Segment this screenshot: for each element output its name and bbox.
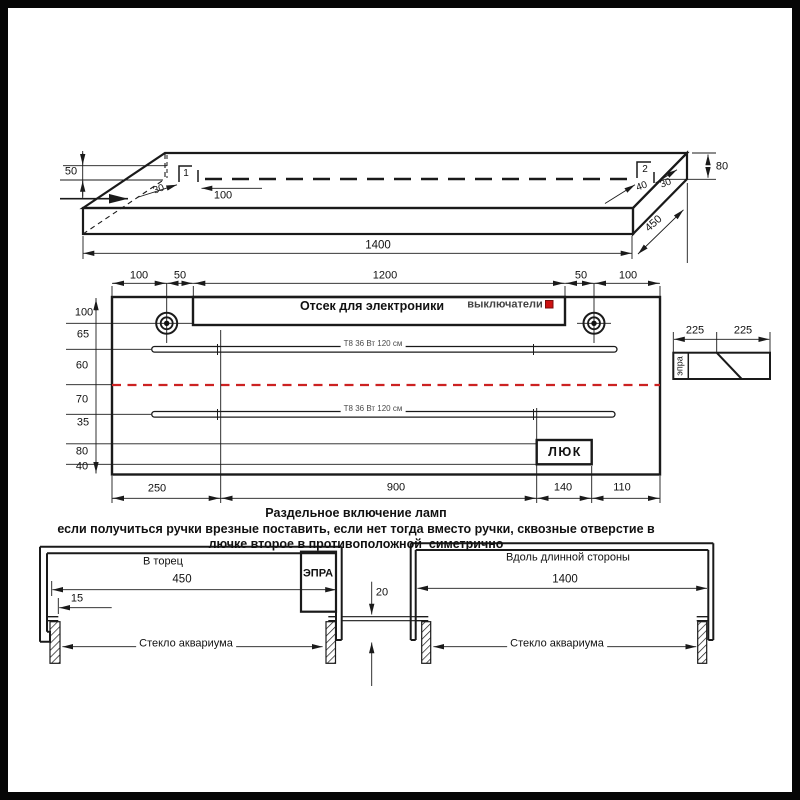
iso-top-face <box>83 153 687 208</box>
epra-label: ЭПРА <box>302 567 334 580</box>
note-line-1: Раздельное включение ламп <box>265 505 447 520</box>
iso-slot1-label: 1 <box>183 168 189 179</box>
iso-dim-1400 <box>83 236 632 259</box>
plan-top-dim-3: 1200 <box>372 269 398 282</box>
plan-bottom-dim-2: 900 <box>386 481 406 494</box>
plan-bottom-dim-3: 140 <box>553 481 573 494</box>
lamp-1-label: Т8 36 Вт 120 см <box>341 340 406 348</box>
hatch-label: ЛЮК <box>548 444 582 459</box>
glass-section-right-a <box>422 622 431 664</box>
section-long-dim-1400-label: 1400 <box>552 573 578 586</box>
iso-slot2-label: 2 <box>642 164 648 175</box>
section-end-dim-15-label: 15 <box>70 592 84 605</box>
section-end-dim-450 <box>52 581 336 596</box>
section-end-dim-15 <box>58 598 111 614</box>
note-line-2: если получиться ручки врезные поставить, если нет тогда вместо ручки, сквозные отверстие в <box>57 521 655 536</box>
iso-dim-30a-label: 30 <box>151 182 166 197</box>
ballast-label: эпра <box>674 356 685 376</box>
plan-left-dim-1: 100 <box>74 306 94 319</box>
plan-left-dim-6: 80 <box>75 445 89 458</box>
gap-dim-20-label: 20 <box>375 586 389 599</box>
ballast-dim-225-right: 225 <box>733 324 753 337</box>
lamp-2-label: Т8 36 Вт 120 см <box>341 405 406 413</box>
plan-left-dim-7: 40 <box>75 460 89 473</box>
plan-left-dim-4: 70 <box>75 393 89 406</box>
plan-left-dim-2: 65 <box>76 328 90 341</box>
iso-dim-450-label: 450 <box>642 213 665 235</box>
ballast-dim-225-left: 225 <box>685 324 705 337</box>
plan-top-dim-2: 50 <box>173 269 187 282</box>
plan-top-dim-1: 100 <box>129 269 149 282</box>
section-end-glass-label: Стекло аквариума <box>136 639 236 650</box>
plan-top-dim-chain <box>112 283 660 296</box>
switches-label: выключатели <box>467 298 543 311</box>
plan-bottom-dim-1: 250 <box>147 482 167 495</box>
section-long-glass-label: Стекло аквариума <box>507 639 607 650</box>
iso-dim-80-label: 80 <box>715 160 729 173</box>
plan-top-dim-5: 100 <box>618 269 638 282</box>
iso-dim-50-label: 50 <box>64 165 78 178</box>
plan-left-extension-lines <box>66 349 537 464</box>
iso-dim-40-label: 40 <box>634 179 649 194</box>
glass-section-left-a <box>50 622 60 664</box>
ballast-detail-view <box>673 332 770 379</box>
glass-section-right-b <box>698 622 707 664</box>
plan-top-dim-4: 50 <box>574 269 588 282</box>
plan-bottom-dim-4: 110 <box>613 481 631 494</box>
switch-indicator-red-square <box>546 301 554 309</box>
section-long-title: Вдоль длинной стороны <box>506 551 630 564</box>
electronics-compartment-label: Отсек для электроники <box>299 298 445 313</box>
plan-view <box>66 283 660 503</box>
ballast-diagonal <box>717 353 742 379</box>
plan-left-dim-5: 35 <box>76 416 90 429</box>
note-line-3: лючке второе в противоположной симетрично <box>208 536 504 551</box>
iso-dim-80 <box>662 153 716 179</box>
plan-left-dim-3: 60 <box>75 359 89 372</box>
iso-dim-30b-label: 30 <box>658 176 673 191</box>
iso-dim-100-label: 100 <box>213 189 233 202</box>
iso-front-face <box>83 208 633 234</box>
switch-symbol-right <box>577 283 611 343</box>
section-end-dim-450-label: 450 <box>172 573 192 586</box>
glass-section-left-b <box>326 622 336 664</box>
section-end-title: В торец <box>143 555 183 568</box>
epra-box <box>301 552 336 612</box>
iso-dim-1400-label: 1400 <box>365 239 391 252</box>
